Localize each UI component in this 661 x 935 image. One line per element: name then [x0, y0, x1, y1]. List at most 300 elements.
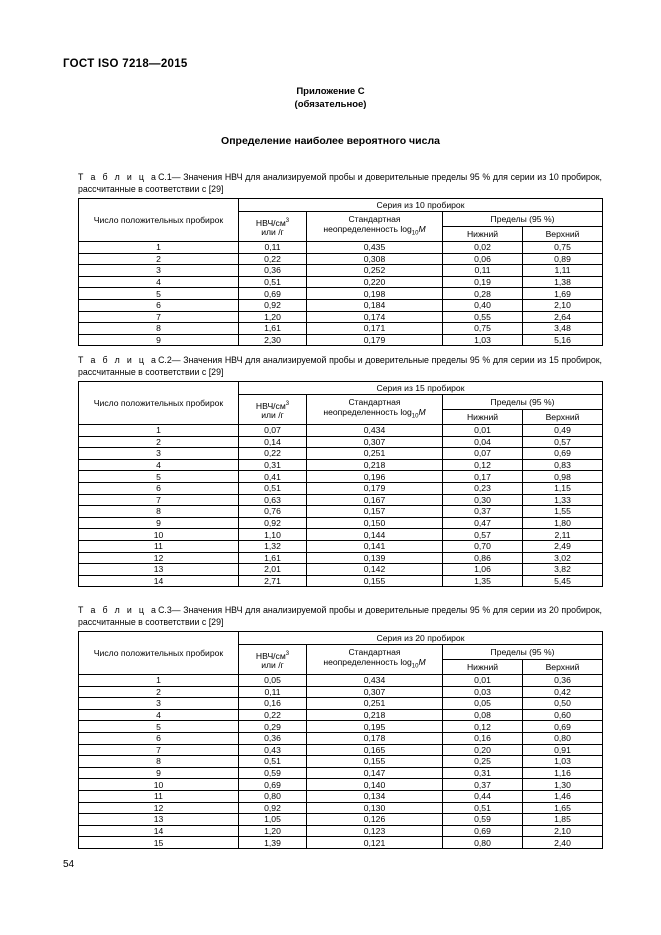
cell-mpn: 0,11 — [239, 686, 307, 698]
col-header-positive-tubes: Число положительных пробирок — [79, 382, 239, 425]
cell-lower-limit: 0,16 — [443, 732, 523, 744]
col-header-std-uncertainty — [307, 212, 443, 242]
cell-upper-limit: 0,69 — [523, 721, 603, 733]
cell-upper-limit: 2,64 — [523, 311, 603, 323]
cell-std-uncertainty: 0,198 — [307, 288, 443, 300]
cell-std-uncertainty: 0,251 — [307, 448, 443, 460]
std-uncertainty-line2: неопределенность log — [323, 657, 412, 668]
cell-positive-tubes: 1 — [79, 425, 239, 437]
cell-mpn: 2,01 — [239, 564, 307, 576]
cell-upper-limit: 3,82 — [523, 564, 603, 576]
cell-upper-limit: 1,33 — [523, 494, 603, 506]
table-row — [79, 552, 603, 564]
table-caption-c3 — [78, 605, 602, 628]
cell-mpn: 1,32 — [239, 540, 307, 552]
table-row — [79, 299, 603, 311]
cell-positive-tubes: 7 — [79, 494, 239, 506]
cell-mpn: 0,05 — [239, 675, 307, 687]
cell-std-uncertainty: 0,434 — [307, 675, 443, 687]
cell-upper-limit: 1,11 — [523, 265, 603, 277]
cell-mpn: 0,11 — [239, 242, 307, 254]
mpn-unit-text: НВЧ/см — [255, 400, 286, 411]
table-row — [79, 459, 603, 471]
mpn-unit-superscript: 3 — [285, 217, 290, 224]
cell-upper-limit: 0,98 — [523, 471, 603, 483]
table-row — [79, 540, 603, 552]
variable-m: M — [418, 657, 426, 668]
cell-lower-limit: 0,40 — [443, 299, 523, 311]
cell-std-uncertainty: 0,307 — [307, 686, 443, 698]
cell-mpn: 0,14 — [239, 436, 307, 448]
col-header-lower-limit: Нижний — [443, 410, 523, 425]
standard-designation-header: ГОСТ ISO 7218—2015 — [63, 58, 188, 70]
table-row — [79, 265, 603, 277]
cell-positive-tubes: 9 — [79, 767, 239, 779]
cell-mpn: 2,30 — [239, 334, 307, 346]
cell-positive-tubes: 4 — [79, 709, 239, 721]
cell-std-uncertainty: 0,123 — [307, 825, 443, 837]
cell-lower-limit: 0,12 — [443, 721, 523, 733]
cell-mpn: 0,36 — [239, 265, 307, 277]
table-caption-c1 — [78, 172, 602, 195]
mpn-unit-alt: или /г — [261, 227, 284, 238]
table-body-c1 — [79, 242, 603, 346]
cell-std-uncertainty: 0,196 — [307, 471, 443, 483]
col-header-limits: Пределы (95 %) — [443, 395, 603, 410]
table-row — [79, 814, 603, 826]
cell-std-uncertainty: 0,142 — [307, 564, 443, 576]
col-header-upper-limit: Верхний — [523, 410, 603, 425]
col-header-mpn-unit — [239, 395, 307, 425]
cell-std-uncertainty: 0,435 — [307, 242, 443, 254]
cell-mpn: 0,36 — [239, 732, 307, 744]
cell-upper-limit: 1,16 — [523, 767, 603, 779]
cell-mpn: 0,51 — [239, 756, 307, 768]
cell-lower-limit: 0,19 — [443, 276, 523, 288]
cell-std-uncertainty: 0,155 — [307, 756, 443, 768]
cell-std-uncertainty: 0,179 — [307, 334, 443, 346]
std-uncertainty-line1: Стандартная — [348, 647, 401, 658]
cell-lower-limit: 0,20 — [443, 744, 523, 756]
table-c1 — [78, 198, 603, 346]
cell-lower-limit: 0,03 — [443, 686, 523, 698]
std-uncertainty-line2: неопределенность log — [323, 407, 412, 418]
table-label-c3: Т а б л и ц а — [78, 605, 159, 615]
cell-mpn: 0,69 — [239, 779, 307, 791]
cell-upper-limit: 0,42 — [523, 686, 603, 698]
cell-std-uncertainty: 0,126 — [307, 814, 443, 826]
cell-positive-tubes: 13 — [79, 564, 239, 576]
table-row — [79, 837, 603, 849]
table-row — [79, 311, 603, 323]
table-caption-text-c2: — Значения НВЧ для анализируемой пробы и доверительные пределы 95 % для серии из 15 пробирок, рассчитанные в соответствии с [29] — [78, 355, 603, 377]
cell-positive-tubes: 7 — [79, 744, 239, 756]
cell-upper-limit: 1,85 — [523, 814, 603, 826]
mpn-unit-superscript: 3 — [285, 400, 290, 407]
variable-m: M — [418, 224, 426, 235]
cell-std-uncertainty: 0,171 — [307, 323, 443, 335]
std-uncertainty-line2: неопределенность log — [323, 224, 412, 235]
col-header-mpn-unit — [239, 212, 307, 242]
cell-positive-tubes: 10 — [79, 779, 239, 791]
cell-positive-tubes: 8 — [79, 506, 239, 518]
std-uncertainty-line1: Стандартная — [348, 397, 401, 408]
cell-upper-limit: 5,16 — [523, 334, 603, 346]
cell-positive-tubes: 11 — [79, 790, 239, 802]
std-uncertainty-line1: Стандартная — [348, 214, 401, 225]
cell-std-uncertainty: 0,140 — [307, 779, 443, 791]
cell-std-uncertainty: 0,218 — [307, 709, 443, 721]
table-header-c1 — [79, 199, 603, 242]
cell-positive-tubes: 12 — [79, 552, 239, 564]
cell-mpn: 1,39 — [239, 837, 307, 849]
cell-std-uncertainty: 0,134 — [307, 790, 443, 802]
table-row — [79, 448, 603, 460]
cell-std-uncertainty: 0,179 — [307, 482, 443, 494]
table-caption-text-c1: — Значения НВЧ для анализируемой пробы и доверительные пределы 95 % для серии из 10 пробирок, рассчитанные в соответствии с [29] — [78, 172, 603, 194]
table-row — [79, 323, 603, 335]
cell-std-uncertainty: 0,167 — [307, 494, 443, 506]
cell-upper-limit: 1,30 — [523, 779, 603, 791]
cell-mpn: 1,10 — [239, 529, 307, 541]
cell-positive-tubes: 5 — [79, 471, 239, 483]
cell-lower-limit: 0,59 — [443, 814, 523, 826]
col-header-positive-tubes: Число положительных пробирок — [79, 199, 239, 242]
cell-lower-limit: 0,44 — [443, 790, 523, 802]
col-header-positive-tubes: Число положительных пробирок — [79, 632, 239, 675]
cell-lower-limit: 0,11 — [443, 265, 523, 277]
cell-std-uncertainty: 0,220 — [307, 276, 443, 288]
mpn-unit-superscript: 3 — [285, 650, 290, 657]
cell-positive-tubes: 11 — [79, 540, 239, 552]
table-number-c2: С.2 — [158, 355, 172, 365]
cell-lower-limit: 0,69 — [443, 825, 523, 837]
cell-upper-limit: 0,60 — [523, 709, 603, 721]
cell-std-uncertainty: 0,252 — [307, 265, 443, 277]
cell-upper-limit: 0,49 — [523, 425, 603, 437]
cell-std-uncertainty: 0,434 — [307, 425, 443, 437]
cell-std-uncertainty: 0,195 — [307, 721, 443, 733]
cell-lower-limit: 0,31 — [443, 767, 523, 779]
table-row — [79, 732, 603, 744]
cell-lower-limit: 0,06 — [443, 253, 523, 265]
cell-lower-limit: 0,47 — [443, 517, 523, 529]
cell-positive-tubes: 8 — [79, 756, 239, 768]
table-row — [79, 425, 603, 437]
cell-mpn: 1,61 — [239, 552, 307, 564]
table-header-c3 — [79, 632, 603, 675]
table-row — [79, 276, 603, 288]
table-row — [79, 756, 603, 768]
cell-upper-limit: 1,69 — [523, 288, 603, 300]
cell-lower-limit: 0,55 — [443, 311, 523, 323]
cell-upper-limit: 0,69 — [523, 448, 603, 460]
cell-std-uncertainty: 0,218 — [307, 459, 443, 471]
cell-positive-tubes: 10 — [79, 529, 239, 541]
table-header-row-top — [79, 632, 603, 645]
cell-std-uncertainty: 0,144 — [307, 529, 443, 541]
table-row — [79, 242, 603, 254]
cell-lower-limit: 0,25 — [443, 756, 523, 768]
cell-mpn: 2,71 — [239, 575, 307, 587]
cell-positive-tubes: 1 — [79, 242, 239, 254]
cell-positive-tubes: 5 — [79, 288, 239, 300]
cell-std-uncertainty: 0,251 — [307, 698, 443, 710]
cell-positive-tubes: 6 — [79, 299, 239, 311]
cell-upper-limit: 0,36 — [523, 675, 603, 687]
cell-positive-tubes: 2 — [79, 686, 239, 698]
cell-positive-tubes: 13 — [79, 814, 239, 826]
log-base-subscript: 10 — [411, 663, 419, 670]
cell-mpn: 0,51 — [239, 482, 307, 494]
cell-mpn: 0,76 — [239, 506, 307, 518]
cell-positive-tubes: 3 — [79, 265, 239, 277]
cell-positive-tubes: 14 — [79, 825, 239, 837]
col-header-lower-limit: Нижний — [443, 660, 523, 675]
cell-upper-limit: 1,38 — [523, 276, 603, 288]
table-row — [79, 575, 603, 587]
cell-lower-limit: 0,75 — [443, 323, 523, 335]
table-block-c1 — [78, 172, 602, 346]
col-header-upper-limit: Верхний — [523, 660, 603, 675]
cell-mpn: 0,59 — [239, 767, 307, 779]
table-body-c3 — [79, 675, 603, 849]
cell-lower-limit: 0,02 — [443, 242, 523, 254]
table-row — [79, 744, 603, 756]
cell-positive-tubes: 9 — [79, 517, 239, 529]
cell-mpn: 1,05 — [239, 814, 307, 826]
table-row — [79, 436, 603, 448]
cell-lower-limit: 0,08 — [443, 709, 523, 721]
table-block-c2 — [78, 355, 602, 587]
page-title: Определение наиболее вероятного числа — [221, 135, 440, 147]
cell-mpn: 0,43 — [239, 744, 307, 756]
cell-lower-limit: 0,86 — [443, 552, 523, 564]
table-number-c3: С.3 — [158, 605, 172, 615]
cell-mpn: 0,63 — [239, 494, 307, 506]
table-block-c3 — [78, 605, 602, 849]
cell-positive-tubes: 4 — [79, 459, 239, 471]
cell-positive-tubes: 5 — [79, 721, 239, 733]
mpn-unit-alt: или /г — [261, 410, 284, 421]
col-header-limits: Пределы (95 %) — [443, 645, 603, 660]
table-c3 — [78, 631, 603, 849]
col-header-series-span: Серия из 20 пробирок — [239, 632, 603, 645]
col-header-series-span: Серия из 15 пробирок — [239, 382, 603, 395]
cell-positive-tubes: 4 — [79, 276, 239, 288]
cell-std-uncertainty: 0,139 — [307, 552, 443, 564]
cell-upper-limit: 2,49 — [523, 540, 603, 552]
mpn-unit-alt: или /г — [261, 660, 284, 671]
table-row — [79, 698, 603, 710]
cell-mpn: 0,51 — [239, 276, 307, 288]
cell-mpn: 0,92 — [239, 802, 307, 814]
table-row — [79, 494, 603, 506]
cell-mpn: 0,92 — [239, 299, 307, 311]
cell-lower-limit: 0,28 — [443, 288, 523, 300]
cell-upper-limit: 1,03 — [523, 756, 603, 768]
table-row — [79, 825, 603, 837]
table-header-c2 — [79, 382, 603, 425]
cell-mpn: 1,20 — [239, 825, 307, 837]
table-row — [79, 709, 603, 721]
cell-lower-limit: 1,06 — [443, 564, 523, 576]
table-row — [79, 802, 603, 814]
table-row — [79, 790, 603, 802]
cell-lower-limit: 0,70 — [443, 540, 523, 552]
cell-std-uncertainty: 0,308 — [307, 253, 443, 265]
cell-std-uncertainty: 0,178 — [307, 732, 443, 744]
col-header-series-span: Серия из 10 пробирок — [239, 199, 603, 212]
cell-mpn: 0,92 — [239, 517, 307, 529]
cell-upper-limit: 2,10 — [523, 825, 603, 837]
cell-upper-limit: 1,15 — [523, 482, 603, 494]
cell-upper-limit: 0,57 — [523, 436, 603, 448]
cell-mpn: 0,69 — [239, 288, 307, 300]
cell-upper-limit: 1,65 — [523, 802, 603, 814]
table-header-row-top — [79, 199, 603, 212]
annex-heading-block — [0, 85, 661, 111]
table-row — [79, 253, 603, 265]
cell-std-uncertainty: 0,150 — [307, 517, 443, 529]
table-body-c2 — [79, 425, 603, 587]
table-row — [79, 779, 603, 791]
cell-mpn: 0,07 — [239, 425, 307, 437]
variable-m: M — [418, 407, 426, 418]
cell-mpn: 0,22 — [239, 253, 307, 265]
cell-positive-tubes: 6 — [79, 732, 239, 744]
table-c2 — [78, 381, 603, 587]
cell-mpn: 0,29 — [239, 721, 307, 733]
col-header-upper-limit: Верхний — [523, 227, 603, 242]
cell-lower-limit: 0,37 — [443, 506, 523, 518]
cell-upper-limit: 2,10 — [523, 299, 603, 311]
table-row — [79, 517, 603, 529]
cell-lower-limit: 0,01 — [443, 675, 523, 687]
col-header-mpn-unit — [239, 645, 307, 675]
cell-std-uncertainty: 0,174 — [307, 311, 443, 323]
cell-positive-tubes: 1 — [79, 675, 239, 687]
cell-positive-tubes: 2 — [79, 436, 239, 448]
cell-lower-limit: 0,37 — [443, 779, 523, 791]
cell-std-uncertainty: 0,141 — [307, 540, 443, 552]
mpn-unit-text: НВЧ/см — [255, 217, 286, 228]
cell-positive-tubes: 14 — [79, 575, 239, 587]
cell-upper-limit: 3,02 — [523, 552, 603, 564]
table-row — [79, 334, 603, 346]
table-row — [79, 529, 603, 541]
cell-upper-limit: 2,40 — [523, 837, 603, 849]
cell-lower-limit: 1,35 — [443, 575, 523, 587]
cell-mpn: 0,80 — [239, 790, 307, 802]
cell-upper-limit: 0,80 — [523, 732, 603, 744]
cell-std-uncertainty: 0,155 — [307, 575, 443, 587]
col-header-lower-limit: Нижний — [443, 227, 523, 242]
cell-lower-limit: 0,05 — [443, 698, 523, 710]
cell-lower-limit: 0,07 — [443, 448, 523, 460]
cell-positive-tubes: 9 — [79, 334, 239, 346]
table-row — [79, 564, 603, 576]
cell-upper-limit: 0,75 — [523, 242, 603, 254]
cell-lower-limit: 0,51 — [443, 802, 523, 814]
table-row — [79, 288, 603, 300]
log-base-subscript: 10 — [411, 230, 419, 237]
annex-subtitle: (обязательное) — [294, 99, 367, 110]
cell-positive-tubes: 3 — [79, 698, 239, 710]
table-row — [79, 721, 603, 733]
table-row — [79, 675, 603, 687]
cell-lower-limit: 0,57 — [443, 529, 523, 541]
cell-lower-limit: 0,12 — [443, 459, 523, 471]
table-label-c2: Т а б л и ц а — [78, 355, 159, 365]
cell-upper-limit: 0,50 — [523, 698, 603, 710]
cell-mpn: 0,31 — [239, 459, 307, 471]
col-header-limits: Пределы (95 %) — [443, 212, 603, 227]
cell-std-uncertainty: 0,147 — [307, 767, 443, 779]
cell-lower-limit: 1,03 — [443, 334, 523, 346]
cell-lower-limit: 0,01 — [443, 425, 523, 437]
cell-upper-limit: 3,48 — [523, 323, 603, 335]
table-row — [79, 686, 603, 698]
cell-mpn: 0,16 — [239, 698, 307, 710]
cell-positive-tubes: 12 — [79, 802, 239, 814]
cell-lower-limit: 0,23 — [443, 482, 523, 494]
table-row — [79, 506, 603, 518]
cell-mpn: 0,22 — [239, 709, 307, 721]
cell-lower-limit: 0,04 — [443, 436, 523, 448]
table-caption-text-c3: — Значения НВЧ для анализируемой пробы и доверительные пределы 95 % для серии из 20 пробирок, рассчитанные в соответствии с [29] — [78, 605, 603, 627]
cell-upper-limit: 0,91 — [523, 744, 603, 756]
cell-lower-limit: 0,30 — [443, 494, 523, 506]
col-header-std-uncertainty — [307, 395, 443, 425]
cell-upper-limit: 1,80 — [523, 517, 603, 529]
cell-upper-limit: 0,83 — [523, 459, 603, 471]
cell-positive-tubes: 8 — [79, 323, 239, 335]
cell-upper-limit: 0,89 — [523, 253, 603, 265]
cell-std-uncertainty: 0,184 — [307, 299, 443, 311]
table-number-c1: С.1 — [158, 172, 172, 182]
table-caption-c2 — [78, 355, 602, 378]
cell-std-uncertainty: 0,165 — [307, 744, 443, 756]
table-row — [79, 482, 603, 494]
table-label-c1: Т а б л и ц а — [78, 172, 159, 182]
mpn-unit-text: НВЧ/см — [255, 650, 286, 661]
cell-std-uncertainty: 0,130 — [307, 802, 443, 814]
cell-mpn: 1,61 — [239, 323, 307, 335]
cell-upper-limit: 5,45 — [523, 575, 603, 587]
cell-std-uncertainty: 0,307 — [307, 436, 443, 448]
table-row — [79, 767, 603, 779]
cell-positive-tubes: 7 — [79, 311, 239, 323]
cell-upper-limit: 1,46 — [523, 790, 603, 802]
table-header-row-top — [79, 382, 603, 395]
cell-positive-tubes: 2 — [79, 253, 239, 265]
cell-std-uncertainty: 0,157 — [307, 506, 443, 518]
cell-mpn: 0,22 — [239, 448, 307, 460]
annex-title: Приложение С — [296, 86, 365, 97]
col-header-std-uncertainty — [307, 645, 443, 675]
cell-upper-limit: 1,55 — [523, 506, 603, 518]
table-row — [79, 471, 603, 483]
log-base-subscript: 10 — [411, 413, 419, 420]
cell-positive-tubes: 6 — [79, 482, 239, 494]
cell-mpn: 0,41 — [239, 471, 307, 483]
cell-upper-limit: 2,11 — [523, 529, 603, 541]
page-number: 54 — [63, 859, 75, 870]
cell-positive-tubes: 3 — [79, 448, 239, 460]
cell-lower-limit: 0,80 — [443, 837, 523, 849]
cell-std-uncertainty: 0,121 — [307, 837, 443, 849]
